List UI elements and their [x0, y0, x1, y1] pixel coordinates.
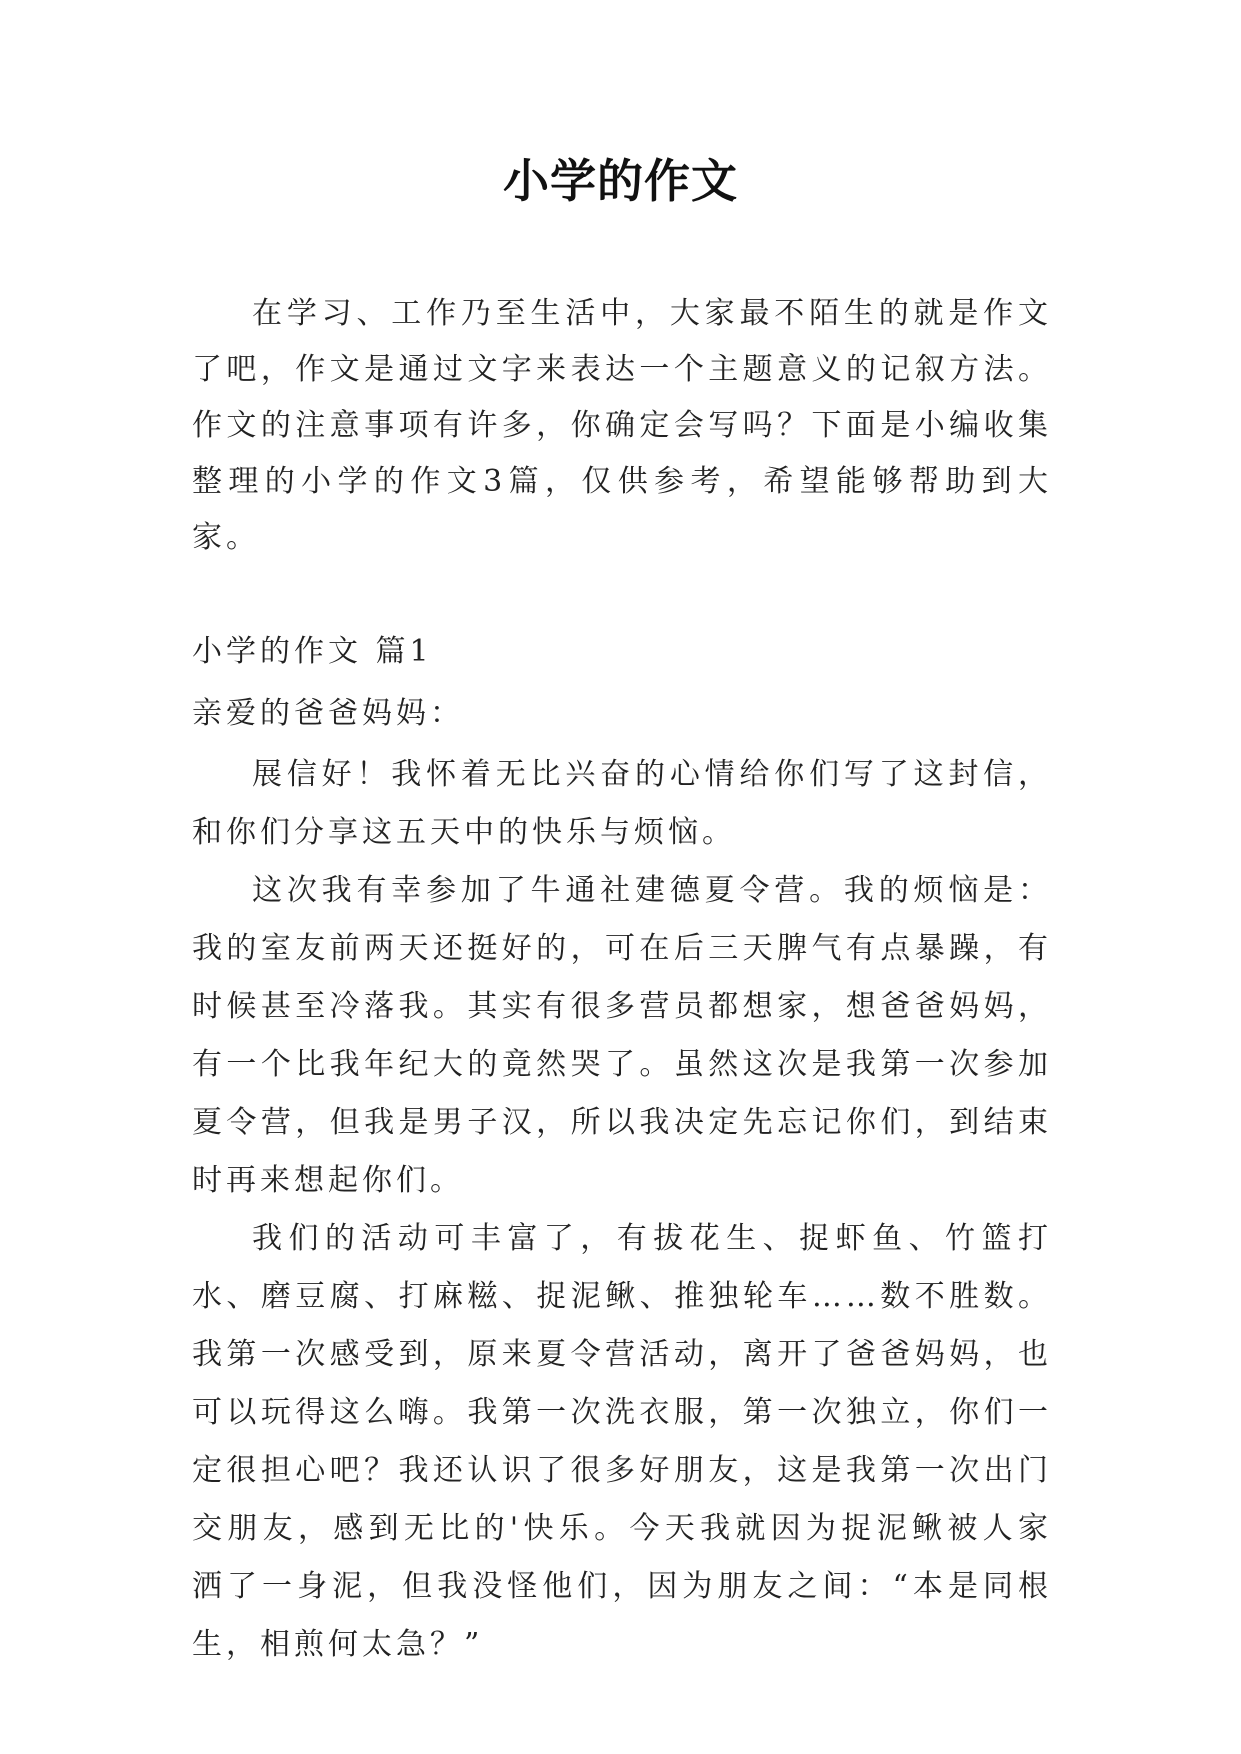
letter-body — [192, 746, 1052, 1674]
document-body — [192, 286, 1052, 1674]
letter-paragraph: 我们的活动可丰富了，有拔花生、捉虾鱼、竹篮打水、磨豆腐、打麻糍、捉泥鳅、推独轮车……数不胜数。我第一次感受到，原来夏令营活动，离开了爸爸妈妈，也可以玩得这么嗨。我第一次洗衣服，第一次独立，你们一定很担心吧？我还认识了很多好朋友，这是我第一次出门交朋友，感到无比的'快乐。今天我就因为捉泥鳅被人家洒了一身泥，但我没怪他们，因为朋友之间：“本是同根生，相煎何太急？” — [192, 1221, 1052, 1662]
letter-paragraph: 展信好！我怀着无比兴奋的心情给你们写了这封信，和你们分享这五天中的快乐与烦恼。 — [192, 757, 1052, 850]
intro-paragraph: 在学习、工作乃至生活中，大家最不陌生的就是作文了吧，作文是通过文字来表达一个主题意义的记叙方法。作文的注意事项有许多，你确定会写吗？下面是小编收集整理的小学的作文3篇，仅供参考，希望能够帮助到大家。 — [192, 296, 1052, 555]
letter-paragraph: 这次我有幸参加了牛通社建德夏令营。我的烦恼是：我的室友前两天还挺好的，可在后三天脾气有点暴躁，有时候甚至冷落我。其实有很多营员都想家，想爸爸妈妈，有一个比我年纪大的竟然哭了。虽然这次是我第一次参加夏令营，但我是男子汉，所以我决定先忘记你们，到结束时再来想起你们。 — [192, 873, 1052, 1198]
page-title: 小学的作文 — [503, 154, 738, 208]
section-heading: 小学的作文 篇1 — [192, 634, 433, 669]
letter-salutation: 亲爱的爸爸妈妈： — [192, 696, 464, 731]
